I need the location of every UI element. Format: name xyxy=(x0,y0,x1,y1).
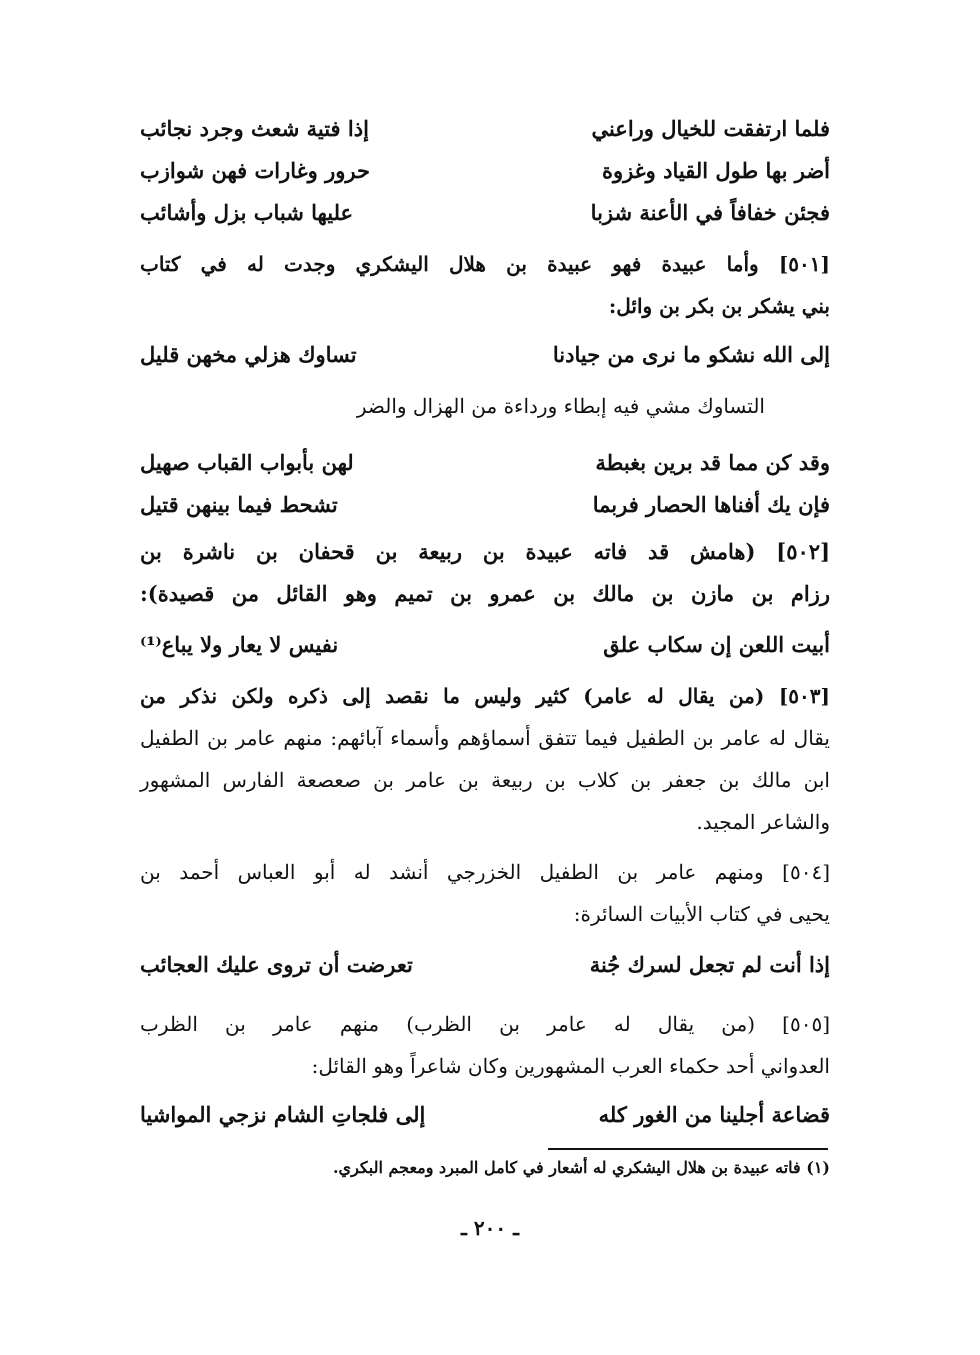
paragraph-line: ابن مالك بن جعفر بن كلاب بن ربيعة بن عامر بن صعصعة الفارس المشهور xyxy=(140,768,830,792)
verse-line xyxy=(140,624,830,664)
verse-line xyxy=(140,944,830,984)
verse-hemistich: قضاعة أجلينا من الغور كله xyxy=(598,1101,830,1127)
verse-hemistich: فجئن خفافاً في الأعنة شزبا xyxy=(590,199,830,225)
verse-line xyxy=(140,334,830,374)
verse-hemistich: تعرضت أن تروى عليك العجائب xyxy=(140,951,413,977)
footnote: (١) فاته عبيدة بن هلال اليشكري له أشعار في كامل المبرد ومعجم البكري. xyxy=(332,1158,830,1177)
verse-line xyxy=(140,442,830,482)
verse-hemistich: إذا فتية شعث وجرد نجائب xyxy=(140,115,369,141)
verse-hemistich: تساوك هزلي مخهن قليل xyxy=(140,341,357,367)
paragraph-line: [٥٠٤] ومنهم عامر بن الطفيل الخزرجي أنشد له أبو العباس أحمد بن xyxy=(140,860,830,884)
footnote-divider xyxy=(548,1148,828,1150)
verse-line xyxy=(140,108,830,148)
paragraph-line: [٥٠٣] (من يقال له عامر) كثير وليس ما نقصد إلى ذكره ولكن نذكر من xyxy=(140,684,830,708)
paragraph-line: بني يشكر بن بكر بن وائل: xyxy=(608,294,830,318)
paragraph-line: رزام بن مازن بن مالك بن عمرو بن تميم وهو القائل من قصيدة): xyxy=(140,581,830,606)
page-number: ـ ٢٠٠ ـ xyxy=(461,1216,519,1240)
paragraph-line: العدواني أحد حكماء العرب المشهورين وكان شاعراً وهو القائل: xyxy=(311,1054,830,1078)
paragraph-line: [٥٠٥] (من يقال له عامر بن الظرب) منهم عامر بن الظرب xyxy=(140,1012,830,1036)
verse-hemistich: أبيت اللعن إن سكاب علق xyxy=(603,631,830,657)
paragraph-line: يقال له عامر بن الطفيل فيما تتفق أسماؤهم وأسماء آبائهم: منهم عامر بن الطفيل xyxy=(140,726,830,750)
verse-hemistich: فإن يك أفناها الحصار فربما xyxy=(592,491,830,517)
verse-line xyxy=(140,192,830,232)
verse-hemistich: وقد كن مما قد برين بغبطة xyxy=(595,449,830,475)
verse-hemistich: تشحط فيما بينهن قتيل xyxy=(140,491,338,517)
verse-hemistich: حرور وغارات فهن شوازب xyxy=(140,157,370,183)
verse-hemistich: لهن بأبواب القباب صهيل xyxy=(140,449,354,475)
paragraph-line: [٥٠١] وأما عبيدة فهو عبيدة بن هلال اليشكري وجدت له في كتاب xyxy=(140,252,830,276)
paragraph-line: [٥٠٢] (هامش قد فاته عبيدة بن ربيعة بن قحفان بن ناشرة بن xyxy=(140,539,830,564)
verse-hemistich: نفيس لا يعار ولا يباع⁽¹⁾ xyxy=(140,631,339,657)
verse-hemistich: عليها شباب بزل وأشائب xyxy=(140,199,354,225)
verse-hemistich: أضر بها طول القياد وغزوة xyxy=(601,157,830,183)
verse-hemistich: إلى الله نشكو ما نرى من جيادنا xyxy=(552,341,830,367)
verse-line xyxy=(140,484,830,524)
verse-line xyxy=(140,1094,830,1134)
gloss-note: التساوك مشي فيه إبطاء ورداءة من الهزال والضر xyxy=(356,394,765,418)
paragraph-line: والشاعر المجيد. xyxy=(696,810,830,834)
paragraph-line: يحيى في كتاب الأبيات السائرة: xyxy=(573,902,830,926)
verse-hemistich: إلى فلجاتِ الشام نزجي المواشيا xyxy=(140,1101,426,1127)
verse-hemistich: إذا أنت لم تجعل لسرك جُنة xyxy=(589,951,830,977)
verse-hemistich: فلما ارتفقت للخيال وراعني xyxy=(591,115,830,141)
verse-line xyxy=(140,150,830,190)
